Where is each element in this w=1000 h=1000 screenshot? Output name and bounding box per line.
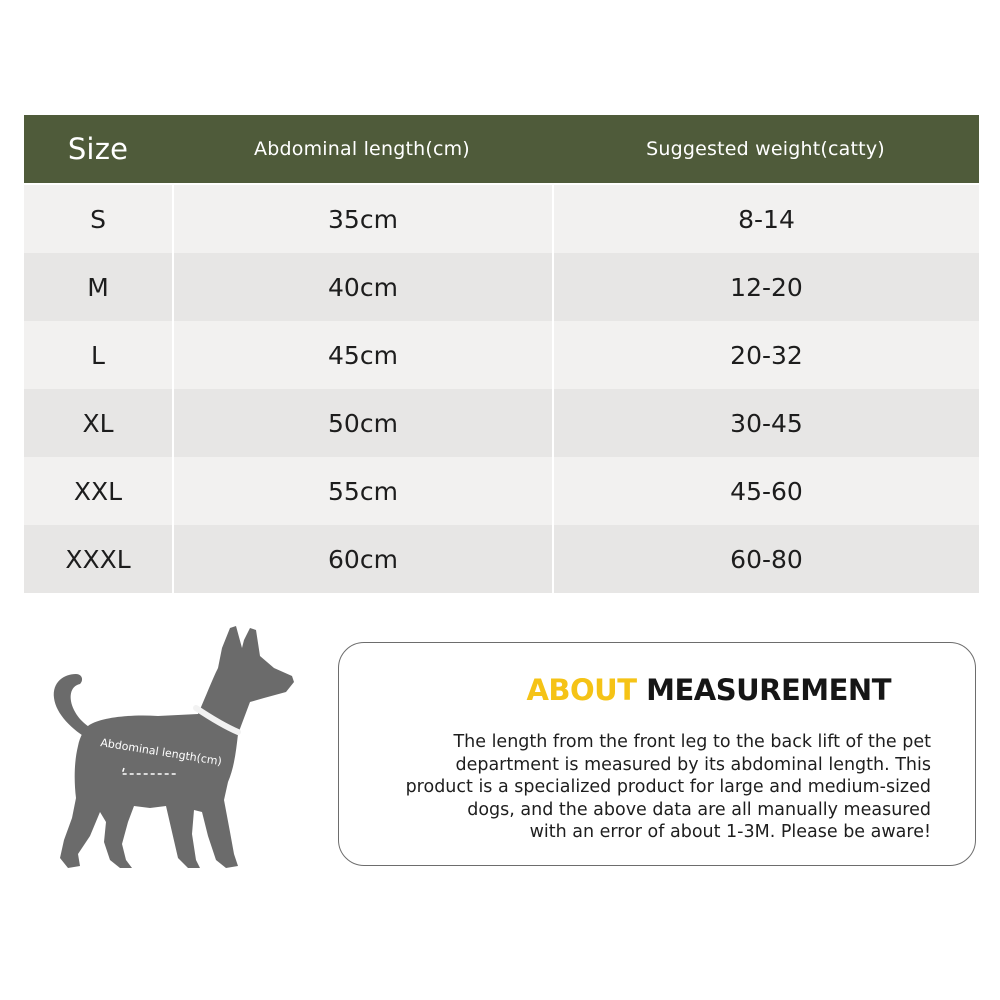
header-size: Size bbox=[67, 132, 129, 166]
measurement-line: The length from the front leg to the back lift of the pet bbox=[453, 732, 931, 752]
measurement-box bbox=[338, 642, 976, 866]
measurement-title-main: MEASUREMENT bbox=[636, 673, 891, 707]
weight-cell: 45-60 bbox=[730, 476, 803, 506]
abdominal-cell: 35cm bbox=[172, 185, 554, 253]
measurement-line: dogs, and the above data are all manually measured bbox=[467, 799, 931, 820]
dog-label: Abdominal length(cm) bbox=[99, 736, 223, 769]
abdominal-cell: 60cm bbox=[172, 525, 554, 593]
size-cell: XL bbox=[82, 408, 114, 438]
abdominal-cell: 40cm bbox=[172, 253, 554, 321]
table-row bbox=[24, 457, 979, 525]
weight-cell: 12-20 bbox=[730, 272, 803, 302]
weight-cell: 30-45 bbox=[730, 408, 803, 438]
abdominal-cell: 55cm bbox=[172, 457, 554, 525]
header-abdominal-length: Abdominal length(cm) bbox=[254, 138, 470, 160]
weight-cell: 8-14 bbox=[738, 204, 795, 234]
measurement-title-accent: ABOUT bbox=[526, 673, 637, 707]
table-row bbox=[24, 525, 979, 593]
weight-cell: 60-80 bbox=[730, 544, 803, 574]
measurement-line: department is measured by its abdominal length. This bbox=[455, 754, 931, 775]
size-table bbox=[24, 115, 979, 593]
dog-silhouette-icon bbox=[38, 622, 300, 874]
size-cell: XXL bbox=[73, 476, 123, 506]
dog-illustration bbox=[38, 622, 300, 874]
abdominal-cell: 45cm bbox=[172, 321, 554, 389]
table-row bbox=[24, 389, 979, 457]
measurement-line: with an error of about 1-3M. Please be aware! bbox=[529, 822, 931, 842]
size-cell: S bbox=[90, 204, 106, 234]
abdominal-cell: 50cm bbox=[172, 389, 554, 457]
table-row bbox=[24, 253, 979, 321]
table-body bbox=[24, 185, 979, 593]
table-row bbox=[24, 185, 979, 253]
weight-cell: 20-32 bbox=[730, 340, 803, 370]
size-cell: L bbox=[91, 340, 105, 370]
size-cell: M bbox=[87, 272, 109, 302]
size-cell: XXXL bbox=[65, 544, 131, 574]
header-suggested-weight: Suggested weight(catty) bbox=[646, 138, 885, 160]
measurement-title bbox=[339, 673, 891, 707]
table-header bbox=[24, 115, 979, 183]
measurement-description bbox=[371, 731, 931, 844]
table-row bbox=[24, 321, 979, 389]
measurement-line: product is a specialized product for large and medium-sized bbox=[405, 777, 931, 797]
